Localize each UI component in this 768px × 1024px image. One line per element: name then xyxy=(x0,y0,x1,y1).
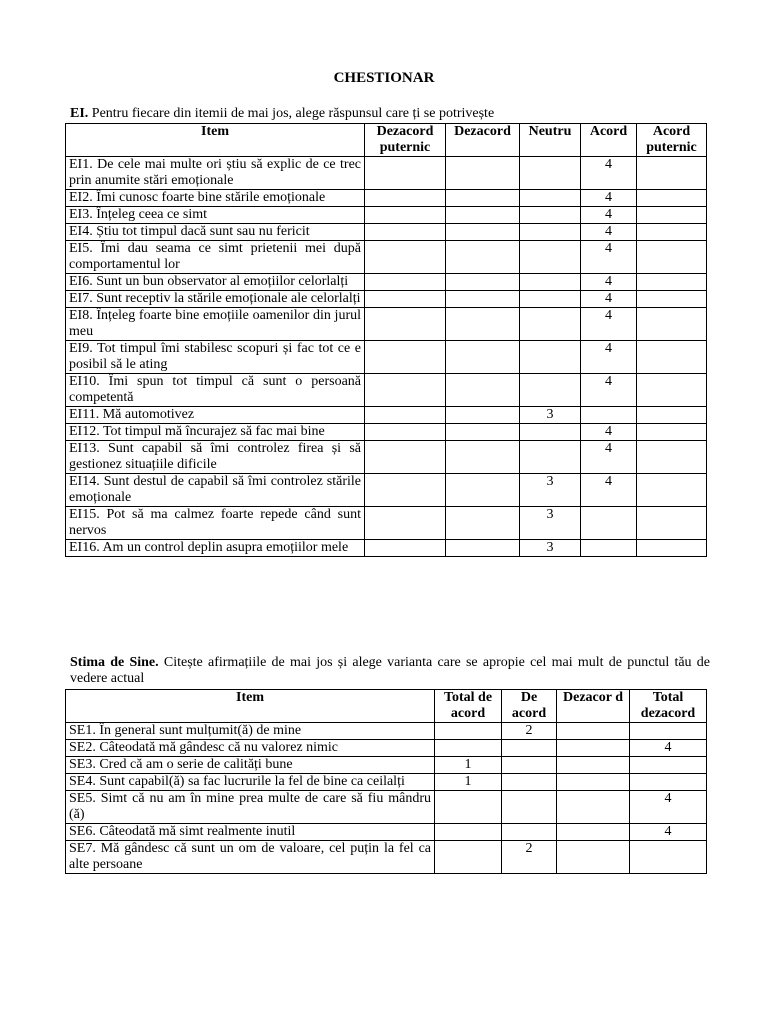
response-cell: 2 xyxy=(502,723,557,740)
response-cell xyxy=(365,374,446,407)
response-cell xyxy=(637,507,707,540)
response-cell: 4 xyxy=(581,308,637,341)
response-cell xyxy=(637,291,707,308)
response-cell xyxy=(446,190,520,207)
item-text: EI15. Pot să ma calmez foarte repede când sunt nervos xyxy=(66,507,365,540)
response-cell: 4 xyxy=(630,740,707,757)
response-cell xyxy=(557,841,630,874)
response-cell xyxy=(502,757,557,774)
ei-questionnaire-table xyxy=(65,123,707,557)
response-cell xyxy=(630,723,707,740)
response-cell xyxy=(637,407,707,424)
response-cell xyxy=(435,740,502,757)
column-header-agree: De acord xyxy=(502,690,557,723)
response-cell: 4 xyxy=(581,274,637,291)
column-header-item: Item xyxy=(66,690,435,723)
response-cell xyxy=(637,474,707,507)
response-cell xyxy=(446,224,520,241)
response-cell xyxy=(630,757,707,774)
item-text: EI7. Sunt receptiv la stările emoționale ale celorlalți xyxy=(66,291,365,308)
response-cell: 4 xyxy=(581,190,637,207)
response-cell xyxy=(446,308,520,341)
response-cell xyxy=(502,774,557,791)
response-cell xyxy=(446,241,520,274)
ei-section-label: EI. xyxy=(70,106,89,121)
response-cell xyxy=(557,740,630,757)
table-row xyxy=(66,824,707,841)
response-cell xyxy=(637,157,707,190)
response-cell: 1 xyxy=(435,757,502,774)
response-cell xyxy=(557,774,630,791)
table-row xyxy=(66,241,707,274)
response-cell xyxy=(435,791,502,824)
response-cell xyxy=(435,841,502,874)
table-row xyxy=(66,291,707,308)
se-header-row xyxy=(66,690,707,723)
response-cell xyxy=(630,774,707,791)
response-cell xyxy=(520,207,581,224)
response-cell xyxy=(446,424,520,441)
column-header-strong-agree: Acord puternic xyxy=(637,124,707,157)
response-cell xyxy=(520,308,581,341)
response-cell xyxy=(557,791,630,824)
response-cell: 4 xyxy=(630,824,707,841)
response-cell xyxy=(446,474,520,507)
table-row xyxy=(66,774,707,791)
response-cell: 4 xyxy=(581,424,637,441)
response-cell xyxy=(365,241,446,274)
se-table-body xyxy=(66,723,707,874)
item-text: EI16. Am un control deplin asupra emoțiilor mele xyxy=(66,540,365,557)
response-cell xyxy=(502,740,557,757)
column-header-total-agree: Total de acord xyxy=(435,690,502,723)
page-title: CHESTIONAR xyxy=(333,70,435,86)
item-text: EI2. Îmi cunosc foarte bine stările emoționale xyxy=(66,190,365,207)
response-cell xyxy=(446,407,520,424)
column-header-total-disagree: Total dezacord xyxy=(630,690,707,723)
ei-table-body xyxy=(66,157,707,557)
table-row xyxy=(66,341,707,374)
response-cell xyxy=(637,308,707,341)
response-cell xyxy=(365,540,446,557)
response-cell xyxy=(435,824,502,841)
response-cell: 4 xyxy=(581,441,637,474)
item-text: EI1. De cele mai multe ori știu să explic de ce trec prin anumite stări emoționale xyxy=(66,157,365,190)
se-section-label: Stima de Sine. xyxy=(70,655,159,670)
response-cell xyxy=(446,341,520,374)
se-instruction-text: Citește afirmațiile de mai jos și alege varianta care se apropie cel mai mult de punctul tău de vedere actual xyxy=(70,655,710,686)
column-header-neutral: Neutru xyxy=(520,124,581,157)
item-text: SE2. Câteodată mă gândesc că nu valorez nimic xyxy=(66,740,435,757)
response-cell xyxy=(637,274,707,291)
item-text: EI14. Sunt destul de capabil să îmi controlez stările emoționale xyxy=(66,474,365,507)
column-header-agree: Acord xyxy=(581,124,637,157)
item-text: EI3. Înțeleg ceea ce simt xyxy=(66,207,365,224)
se-instruction xyxy=(70,655,710,687)
response-cell xyxy=(630,841,707,874)
response-cell xyxy=(637,190,707,207)
item-text: SE7. Mă gândesc că sunt un om de valoare, cel puțin la fel ca alte persoane xyxy=(66,841,435,874)
response-cell xyxy=(520,441,581,474)
ei-instruction xyxy=(70,106,710,122)
response-cell xyxy=(520,190,581,207)
item-text: EI12. Tot timpul mă încurajez să fac mai bine xyxy=(66,424,365,441)
response-cell xyxy=(365,274,446,291)
response-cell: 3 xyxy=(520,407,581,424)
response-cell xyxy=(520,241,581,274)
table-row xyxy=(66,441,707,474)
response-cell xyxy=(365,407,446,424)
response-cell xyxy=(446,441,520,474)
response-cell: 4 xyxy=(581,291,637,308)
response-cell xyxy=(365,474,446,507)
response-cell: 2 xyxy=(502,841,557,874)
item-text: EI6. Sunt un bun observator al emoțiilor celorlalți xyxy=(66,274,365,291)
table-row xyxy=(66,424,707,441)
response-cell xyxy=(581,507,637,540)
response-cell xyxy=(557,824,630,841)
response-cell xyxy=(557,723,630,740)
response-cell xyxy=(365,341,446,374)
response-cell xyxy=(502,791,557,824)
item-text: EI10. Îmi spun tot timpul că sunt o persoană competentă xyxy=(66,374,365,407)
response-cell xyxy=(435,723,502,740)
table-row xyxy=(66,207,707,224)
response-cell xyxy=(446,274,520,291)
ei-instruction-text: Pentru fiecare din itemii de mai jos, alege răspunsul care ți se potrivește xyxy=(88,106,495,121)
response-cell xyxy=(446,157,520,190)
response-cell xyxy=(365,224,446,241)
response-cell xyxy=(520,224,581,241)
response-cell: 4 xyxy=(581,374,637,407)
response-cell xyxy=(365,424,446,441)
item-text: SE6. Câteodată mă simt realmente inutil xyxy=(66,824,435,841)
response-cell xyxy=(520,374,581,407)
item-text: SE3. Cred că am o serie de calități bune xyxy=(66,757,435,774)
table-row xyxy=(66,157,707,190)
response-cell xyxy=(637,441,707,474)
response-cell: 4 xyxy=(630,791,707,824)
response-cell: 3 xyxy=(520,540,581,557)
response-cell: 4 xyxy=(581,157,637,190)
response-cell xyxy=(446,507,520,540)
response-cell xyxy=(446,291,520,308)
se-questionnaire-table xyxy=(65,689,707,874)
response-cell xyxy=(365,441,446,474)
table-row xyxy=(66,224,707,241)
response-cell xyxy=(637,241,707,274)
response-cell xyxy=(365,308,446,341)
response-cell xyxy=(446,207,520,224)
response-cell xyxy=(581,540,637,557)
response-cell xyxy=(520,424,581,441)
table-row xyxy=(66,841,707,874)
table-row xyxy=(66,740,707,757)
response-cell xyxy=(637,224,707,241)
response-cell: 4 xyxy=(581,474,637,507)
response-cell xyxy=(637,341,707,374)
item-text: SE1. În general sunt mulțumit(ă) de mine xyxy=(66,723,435,740)
response-cell xyxy=(520,341,581,374)
table-row xyxy=(66,274,707,291)
response-cell: 3 xyxy=(520,474,581,507)
response-cell: 1 xyxy=(435,774,502,791)
response-cell xyxy=(365,157,446,190)
table-row xyxy=(66,190,707,207)
response-cell xyxy=(365,190,446,207)
response-cell xyxy=(365,207,446,224)
response-cell xyxy=(365,507,446,540)
response-cell xyxy=(557,757,630,774)
item-text: EI13. Sunt capabil să îmi controlez firea și să gestionez situațiile dificile xyxy=(66,441,365,474)
column-header-item: Item xyxy=(66,124,365,157)
item-text: EI5. Îmi dau seama ce simt prietenii mei după comportamentul lor xyxy=(66,241,365,274)
item-text: SE5. Simt că nu am în mine prea multe de care să fiu mândru (ă) xyxy=(66,791,435,824)
response-cell: 4 xyxy=(581,224,637,241)
response-cell xyxy=(446,540,520,557)
response-cell xyxy=(520,274,581,291)
table-row xyxy=(66,474,707,507)
item-text: SE4. Sunt capabil(ă) sa fac lucrurile la fel de bine ca ceilalți xyxy=(66,774,435,791)
response-cell xyxy=(581,407,637,424)
response-cell: 3 xyxy=(520,507,581,540)
response-cell xyxy=(637,374,707,407)
table-row xyxy=(66,374,707,407)
item-text: EI4. Știu tot timpul dacă sunt sau nu fericit xyxy=(66,224,365,241)
table-row xyxy=(66,757,707,774)
response-cell xyxy=(520,157,581,190)
column-header-disagree: Dezacor d xyxy=(557,690,630,723)
response-cell: 4 xyxy=(581,241,637,274)
item-text: EI11. Mă automotivez xyxy=(66,407,365,424)
response-cell xyxy=(365,291,446,308)
item-text: EI8. Înțeleg foarte bine emoțiile oamenilor din jurul meu xyxy=(66,308,365,341)
table-row xyxy=(66,407,707,424)
response-cell xyxy=(637,540,707,557)
response-cell xyxy=(502,824,557,841)
table-row xyxy=(66,308,707,341)
table-row xyxy=(66,723,707,740)
table-row xyxy=(66,791,707,824)
column-header-strong-disagree: Dezacord puternic xyxy=(365,124,446,157)
column-header-disagree: Dezacord xyxy=(446,124,520,157)
ei-header-row xyxy=(66,124,707,157)
response-cell xyxy=(446,374,520,407)
response-cell xyxy=(637,207,707,224)
response-cell xyxy=(637,424,707,441)
response-cell: 4 xyxy=(581,341,637,374)
response-cell xyxy=(520,291,581,308)
table-row xyxy=(66,507,707,540)
response-cell: 4 xyxy=(581,207,637,224)
item-text: EI9. Tot timpul îmi stabilesc scopuri și fac tot ce e posibil să le ating xyxy=(66,341,365,374)
table-row xyxy=(66,540,707,557)
